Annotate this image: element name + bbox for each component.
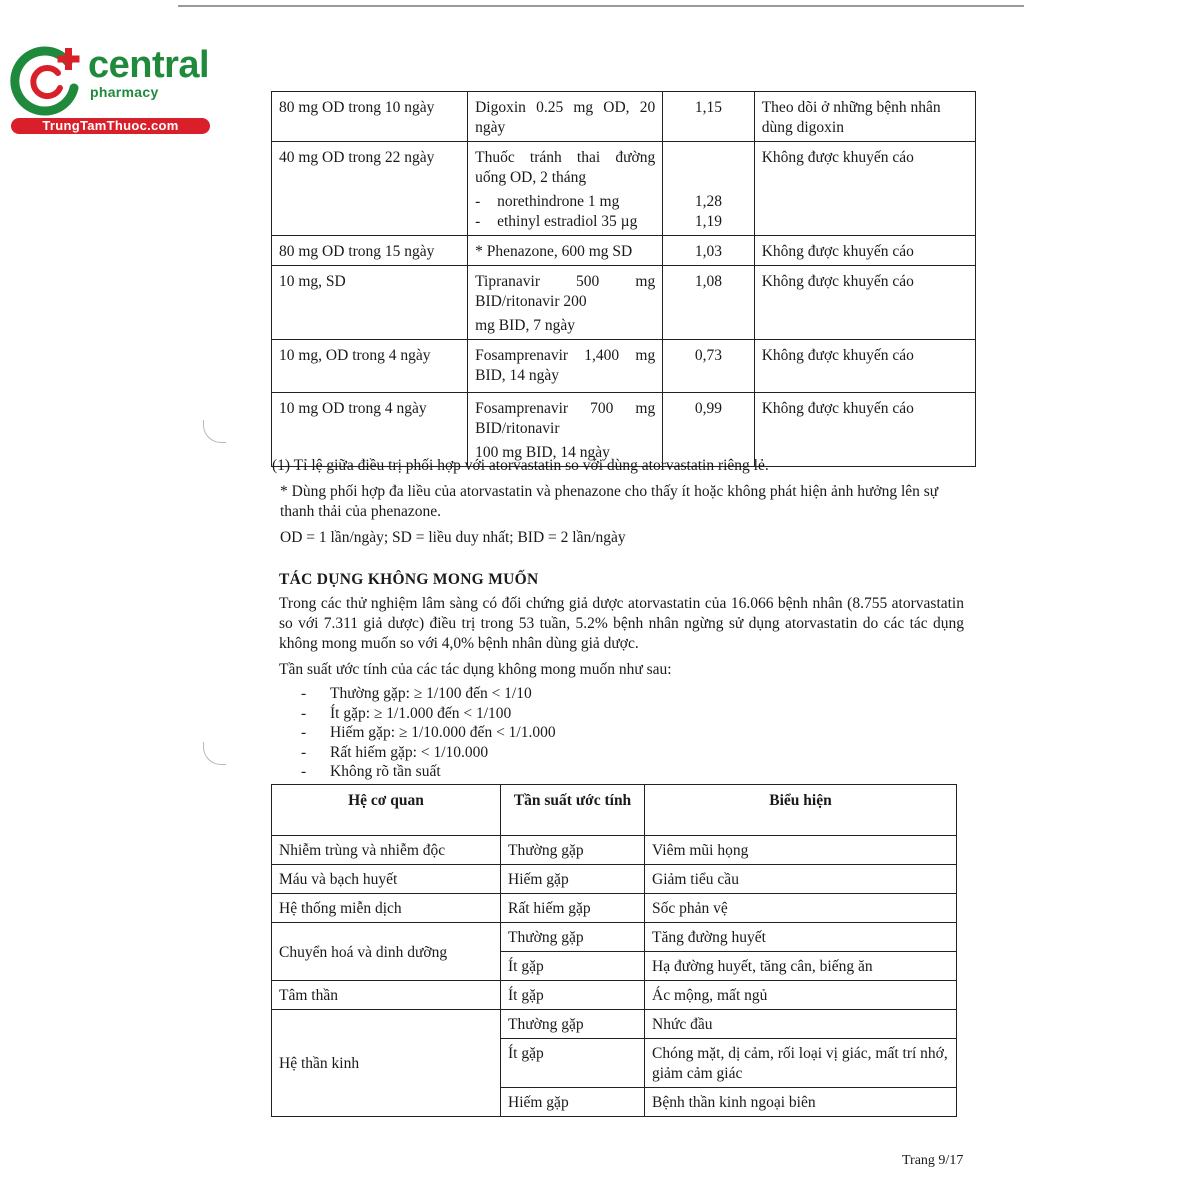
- manifestation-cell: Bệnh thần kinh ngoại biên: [645, 1088, 957, 1117]
- frequency-cell: Hiếm gặp: [501, 1088, 645, 1117]
- drug-subitem: - norethindrone 1 mg: [475, 193, 620, 210]
- list-item: - Thường gặp: ≥ 1/100 đến < 1/10: [301, 685, 532, 702]
- manifestation-cell: Nhức đầu: [645, 1010, 957, 1039]
- table-row: [272, 236, 976, 266]
- footnote: * Dùng phối hợp đa liều của atorvastatin và phenazone cho thấy ít hoặc không phát hiện ảnh hưởng lên sự thanh thải của phenazone.: [280, 483, 939, 520]
- table-row: [272, 92, 976, 142]
- recommendation-cell: Không được khuyến cáo: [754, 340, 975, 393]
- column-header: Hệ cơ quan: [272, 785, 501, 836]
- recommendation-cell: Không được khuyến cáo: [754, 266, 975, 340]
- logo-subtitle: pharmacy: [90, 84, 159, 100]
- top-rule: [178, 5, 1024, 7]
- logo-wordmark: [88, 46, 209, 100]
- drug-cell: Tipranavir 500 mg BID/ritonavir 200 mg BID, 7 ngày: [468, 266, 663, 340]
- drug-cell: Fosamprenavir 700 mg BID/ritonavir 100 mg BID, 14 ngày: [468, 393, 663, 467]
- paragraph: Trong các thử nghiệm lâm sàng có đối chứng giả dược atorvastatin của 16.066 bệnh nhân (8.755 atorvastatin so với 7.311 giả dược) điều trị trong 53 tuần, 5.2% bệnh nhân ngừng sử dụng atorvastatin do các tác dụng không mong muốn so với 4,0% bệnh nhân dùng giả dược.: [279, 595, 964, 652]
- manifestation-cell: Hạ đường huyết, tăng cân, biếng ăn: [645, 952, 957, 981]
- dose-cell: 10 mg, OD trong 4 ngày: [272, 340, 468, 393]
- ratio-cell: 1,03: [663, 236, 755, 266]
- frequency-cell: Thường gặp: [501, 923, 645, 952]
- list-item: - Không rõ tần suất: [301, 763, 441, 780]
- list-item: - Hiếm gặp: ≥ 1/10.000 đến < 1/1.000: [301, 724, 556, 741]
- page-number: Trang 9/17: [902, 1153, 964, 1168]
- drug-cell: [468, 142, 663, 236]
- frequency-cell: Rất hiếm gặp: [501, 894, 645, 923]
- frequency-cell: Hiếm gặp: [501, 865, 645, 894]
- recommendation-cell: Không được khuyến cáo: [754, 142, 975, 236]
- footnote: (1) Tỉ lệ giữa điều trị phối hợp với atorvastatin so với dùng atorvastatin riêng lẻ.: [272, 457, 769, 474]
- organ-cell: Hệ thống miễn dịch: [272, 894, 501, 923]
- table-row: [272, 894, 957, 923]
- organ-cell: Tâm thần: [272, 981, 501, 1010]
- organ-cell: Nhiễm trùng và nhiễm độc: [272, 836, 501, 865]
- manifestation-cell: Sốc phản vệ: [645, 894, 957, 923]
- table-row: [272, 1010, 957, 1039]
- drug-cell: Fosamprenavir 1,400 mg BID, 14 ngày: [468, 340, 663, 393]
- list-item: - Ít gặp: ≥ 1/1.000 đến < 1/100: [301, 704, 512, 722]
- dose-cell: 80 mg OD trong 15 ngày: [272, 236, 468, 266]
- recommendation-cell: Không được khuyến cáo: [754, 236, 975, 266]
- logo-brand: central: [88, 44, 210, 86]
- organ-cell: Chuyển hoá và dinh dưỡng: [272, 923, 501, 981]
- manifestation-cell: Tăng đường huyết: [645, 923, 957, 952]
- logo-website[interactable]: TrungTamThuoc.com: [11, 118, 210, 134]
- paragraph: Tần suất ước tính của các tác dụng không mong muốn như sau:: [279, 661, 672, 678]
- ratio-cell: 1,15: [663, 92, 755, 142]
- dose-cell: 80 mg OD trong 10 ngày: [272, 92, 468, 142]
- organ-cell: Hệ thần kinh: [272, 1010, 501, 1117]
- drug-name: Thuốc tránh thai đường uống OD, 2 tháng: [475, 149, 656, 186]
- drug-cell: * Phenazone, 600 mg SD: [468, 236, 663, 266]
- drug-cell: Digoxin 0.25 mg OD, 20 ngày: [468, 92, 663, 142]
- frequency-cell: Ít gặp: [501, 981, 645, 1010]
- drug-subitem: - ethinyl estradiol 35 µg: [475, 213, 638, 230]
- table-footnotes: [272, 456, 972, 554]
- adverse-effects-table: [271, 784, 957, 1117]
- punch-hole-mark: [203, 742, 226, 765]
- frequency-cell: Ít gặp: [501, 952, 645, 981]
- table-row: [272, 266, 976, 340]
- table-header-row: [272, 785, 957, 836]
- frequency-cell: Ít gặp: [501, 1039, 645, 1088]
- column-header: Tần suất ước tính: [501, 785, 645, 836]
- manifestation-cell: Ác mộng, mất ngủ: [645, 981, 957, 1010]
- adverse-effects-section: [279, 570, 964, 782]
- ratio-cell: 1,08: [663, 266, 755, 340]
- dose-cell: 10 mg OD trong 4 ngày: [272, 393, 468, 467]
- dose-cell: 40 mg OD trong 22 ngày: [272, 142, 468, 236]
- recommendation-cell: Không được khuyến cáo: [754, 393, 975, 467]
- frequency-cell: Thường gặp: [501, 836, 645, 865]
- manifestation-cell: Giảm tiểu cầu: [645, 865, 957, 894]
- manifestation-cell: Viêm mũi họng: [645, 836, 957, 865]
- column-header: Biểu hiện: [645, 785, 957, 836]
- manifestation-cell: Chóng mặt, dị cảm, rối loại vị giác, mất trí nhớ, giảm cảm giác: [645, 1039, 957, 1088]
- drug-interaction-table: [271, 91, 976, 467]
- abbreviations-note: OD = 1 lần/ngày; SD = liều duy nhất; BID = 2 lần/ngày: [280, 529, 626, 546]
- table-row: [272, 340, 976, 393]
- table-row: [272, 923, 957, 952]
- frequency-list: [279, 684, 964, 782]
- table-row: [272, 865, 957, 894]
- punch-hole-mark: [203, 420, 226, 443]
- ratio-cell: 1,28 1,19: [663, 142, 755, 236]
- list-item: - Rất hiếm gặp: < 1/10.000: [301, 743, 489, 761]
- table-row: [272, 981, 957, 1010]
- recommendation-cell: Theo dõi ở những bệnh nhân dùng digoxin: [754, 92, 975, 142]
- organ-cell: Máu và bạch huyết: [272, 865, 501, 894]
- table-row: [272, 142, 976, 236]
- section-heading: TÁC DỤNG KHÔNG MONG MUỐN: [279, 571, 539, 588]
- table-row: [272, 836, 957, 865]
- frequency-cell: Thường gặp: [501, 1010, 645, 1039]
- ratio-cell: 0,99: [663, 393, 755, 467]
- ratio-cell: 0,73: [663, 340, 755, 393]
- dose-cell: 10 mg, SD: [272, 266, 468, 340]
- pharmacy-cross-icon: [10, 40, 90, 120]
